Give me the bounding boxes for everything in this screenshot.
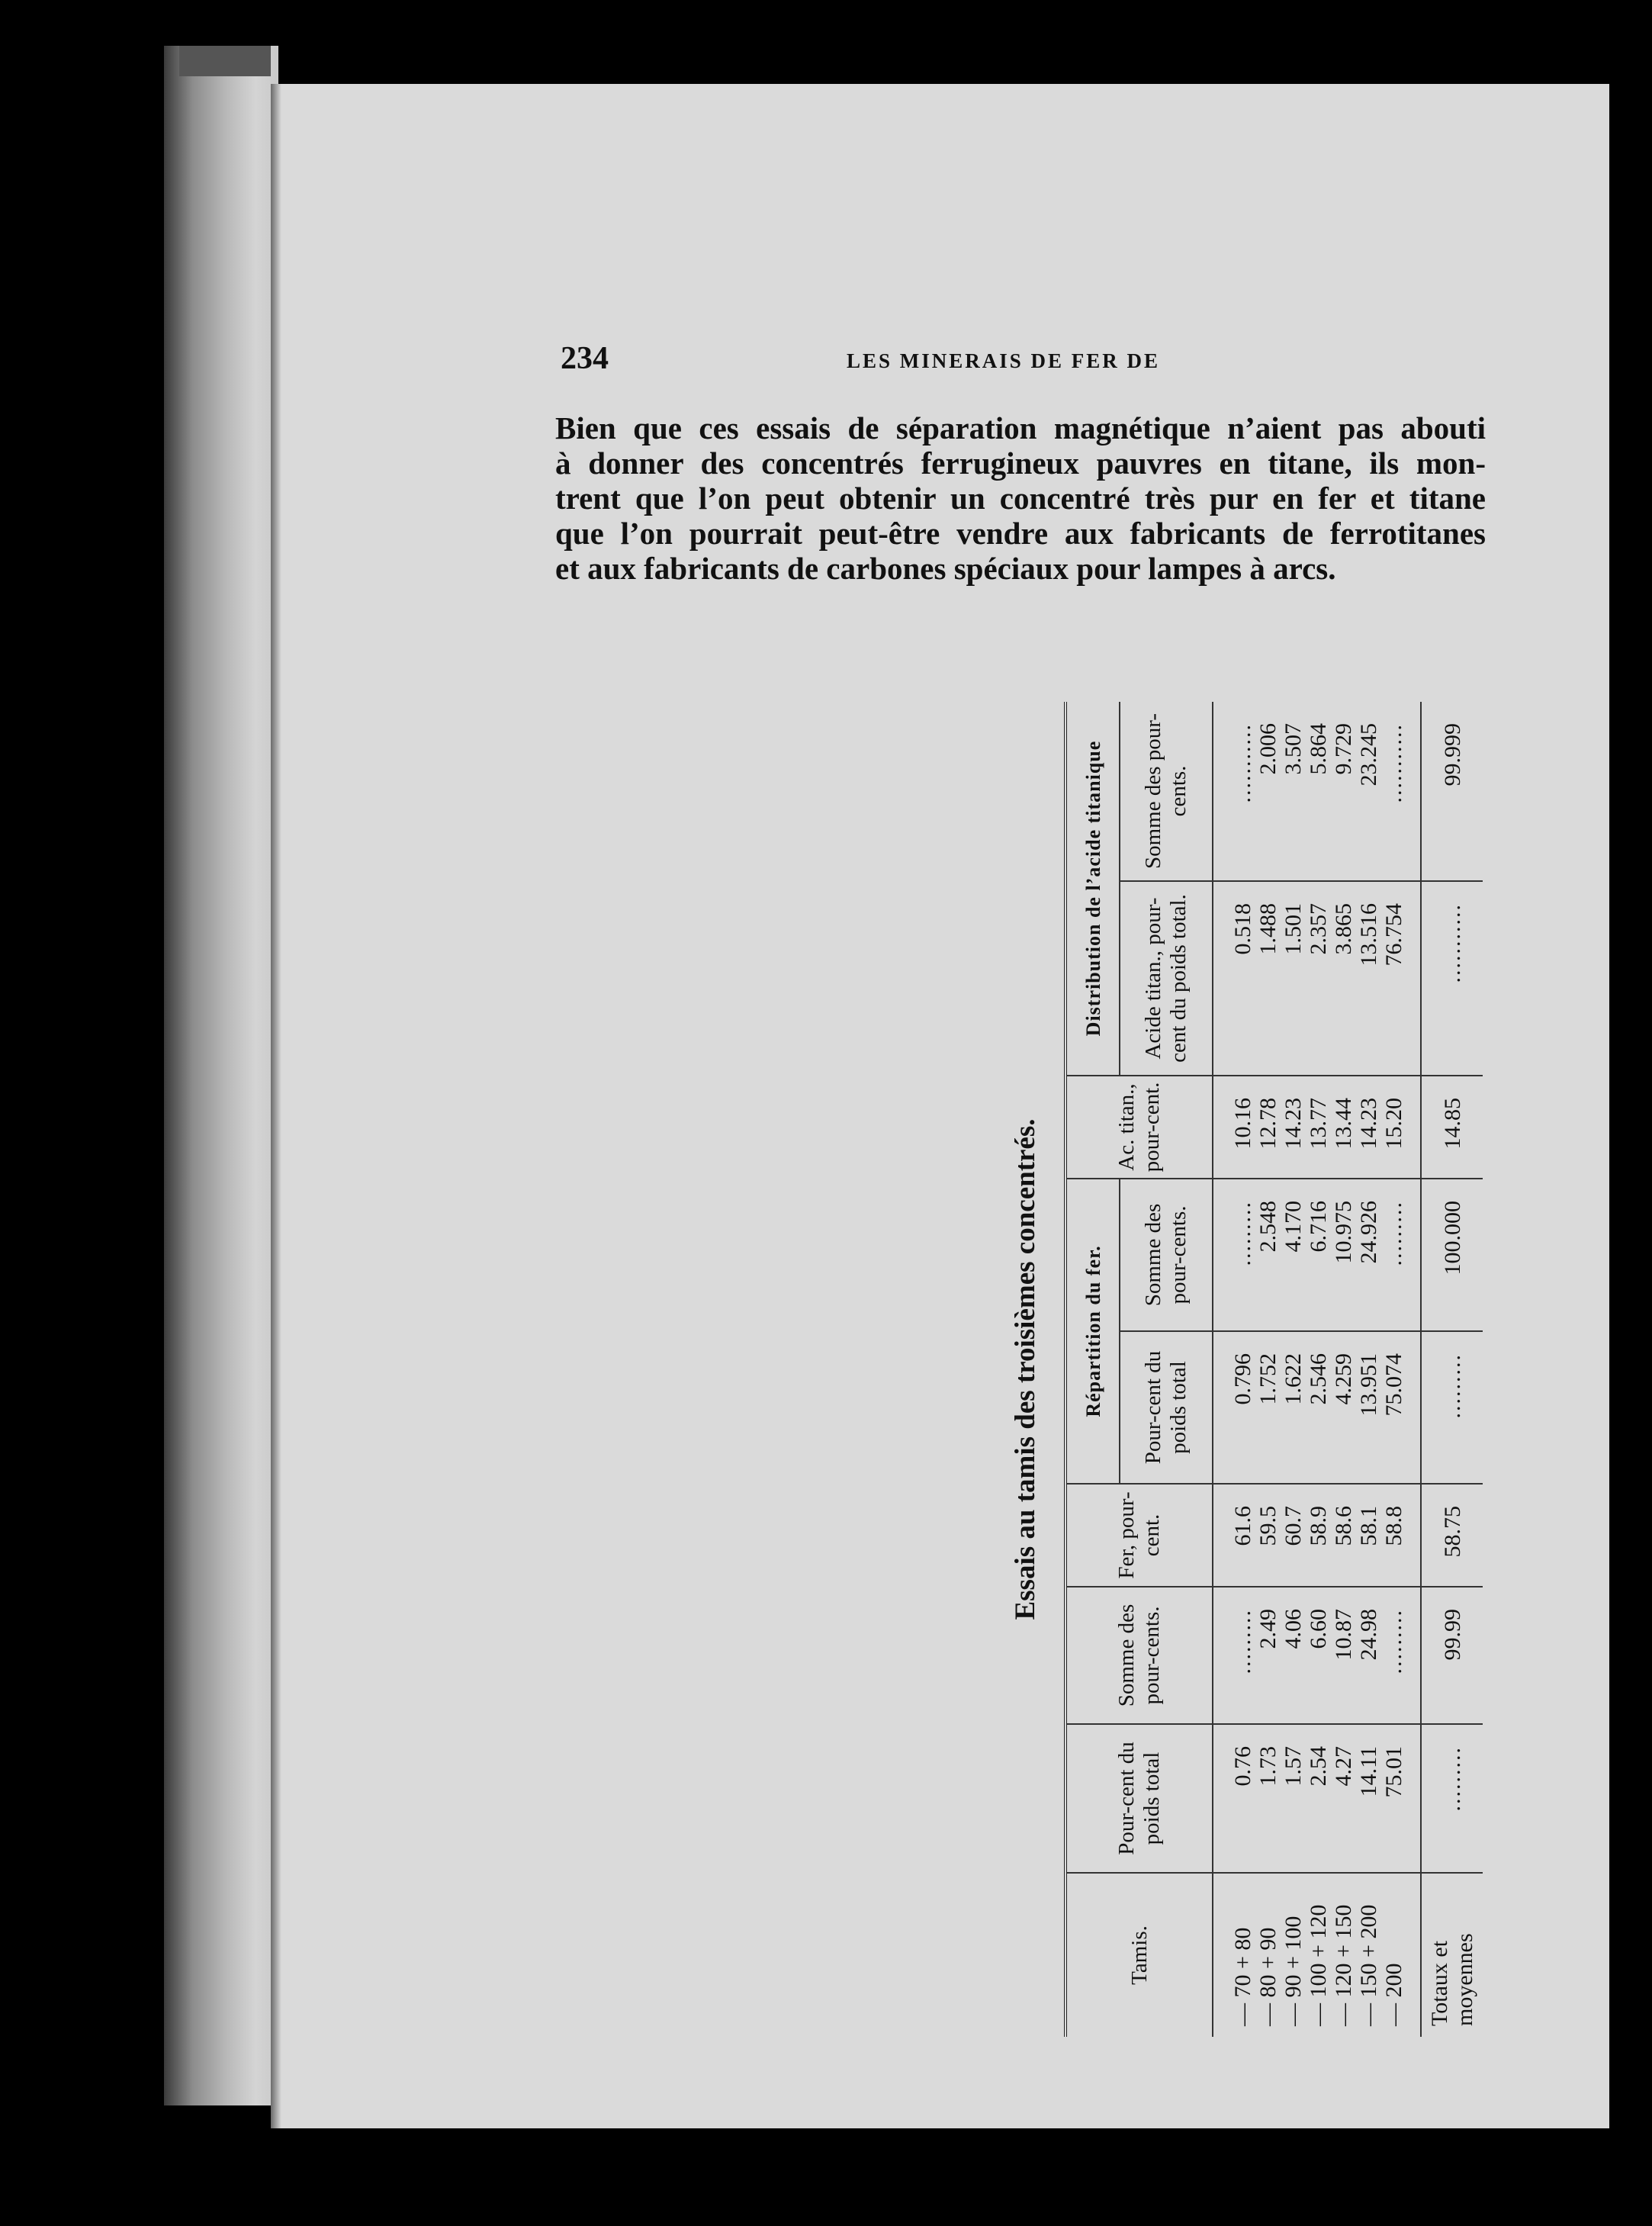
cell-dist-somme: 23.245 [1356,723,1381,786]
cell-dist-somme: ........... [1230,723,1255,803]
book-edge-corner [179,46,271,76]
cell-dist-pct: 2.357 [1306,881,1331,1076]
cell-fer: 59.5 [1255,1484,1281,1587]
cell-ac: 13.77 [1306,1076,1331,1179]
cell-tamis: — 70 + 80 [1213,1873,1255,2037]
cell-fer: 58.1 [1356,1484,1381,1587]
cell-rep-somme: ......... [1213,1179,1255,1331]
totals-pct: ......... [1421,1724,1483,1873]
cell-dist-somme: 9.729 [1331,723,1356,775]
cell-ac: 13.44 [1331,1076,1356,1179]
cell-dist-somme: 2.006 [1255,723,1281,775]
header-tamis: Tamis. [1065,1873,1213,2037]
cell-ac: 14.23 [1281,1076,1306,1179]
totals-dist-somme: 99.999 [1421,702,1483,881]
cell-ac: 15.20 [1381,1076,1421,1179]
header-dist-acide: Acide titan., pour-cent du poids total. [1120,881,1213,1076]
cell-dist-pct: 0.518 [1213,881,1255,1076]
cell-tamis: — 80 + 90 [1255,1873,1281,2037]
cell-rep-somme: ......... [1381,1179,1421,1331]
cell-dist-pct: 3.865 [1331,881,1356,1076]
cell-tamis: — 90 + 100 [1281,1873,1306,2037]
cell-rep-somme: 4.170 [1281,1179,1306,1331]
cell-ac: 12.78 [1255,1076,1281,1179]
totals-rep-somme: 100.000 [1421,1179,1483,1331]
totals-somme: 99.99 [1421,1587,1483,1724]
header-fer-pourcent: Fer, pour-cent. [1065,1484,1213,1587]
cell-ac: 14.23 [1356,1076,1381,1179]
cell-rep-pct: 75.074 [1381,1331,1421,1484]
cell-fer: 60.7 [1281,1484,1306,1587]
cell-pct: 2.54 [1306,1724,1331,1873]
table-row [1306,702,1331,2037]
table-row [1255,702,1281,2037]
cell-pct: 1.57 [1281,1724,1306,1873]
cell-dist-pct: 76.754 [1381,881,1421,1076]
cell-dist-pct: 1.501 [1281,881,1306,1076]
cell-pct: 4.27 [1331,1724,1356,1873]
cell-fer: 58.6 [1331,1484,1356,1587]
cell-pct: 75.01 [1381,1724,1421,1873]
header-rep-pourcent: Pour-cent du poids total [1120,1331,1213,1484]
cell-pct: 0.76 [1213,1724,1255,1873]
cell-rep-pct: 1.752 [1255,1331,1281,1484]
header-pourcent-poids: Pour-cent du poids total [1065,1724,1213,1873]
paragraph-line: à donner des concentrés ferrugineux pauvres en titane, ils mon- [555,446,1486,481]
paragraph-line: que l’on pourrait peut-être vendre aux fabricants de ferrotitanes [555,516,1486,551]
cell-rep-pct: 2.546 [1306,1331,1331,1484]
cell-dist-somme: 3.507 [1281,723,1306,775]
page-number: 234 [561,341,609,376]
totals-dist-pct: ........... [1421,881,1483,1076]
header-dist-somme: Somme des pour-cents. [1120,702,1213,881]
cell-rep-pct: 4.259 [1331,1331,1356,1484]
cell-rep-somme: 10.975 [1331,1179,1356,1331]
book-edge [164,46,278,2105]
page-gutter-shadow [271,84,281,2128]
cell-ac: 10.16 [1213,1076,1255,1179]
totals-ac: 14.85 [1421,1076,1483,1179]
header-somme-pourcents: Somme des pour-cents. [1065,1587,1213,1724]
sieve-test-table [1064,702,1483,2037]
rotated-table-block [1009,702,1634,2037]
cell-dist-pct: 1.488 [1255,881,1281,1076]
table-title: Essais au tamis des troisièmes concentrés. [1010,1118,1041,1620]
table-row [1281,702,1306,2037]
totals-label: Totaux et moyennes [1421,1873,1483,2037]
cell-rep-pct: 0.796 [1213,1331,1255,1484]
cell-tamis: — 100 + 120 [1306,1873,1331,2037]
paragraph-line: Bien que ces essais de séparation magnétique n’aient pas abouti [555,410,1486,446]
cell-fer: 61.6 [1213,1484,1255,1587]
cell-dist-pct: 13.516 [1356,881,1381,1076]
cell-pct: 1.73 [1255,1724,1281,1873]
cell-fer: 58.9 [1306,1484,1331,1587]
cell-somme: 6.60 [1306,1587,1331,1724]
running-head: LES MINERAIS DE FER DE [847,349,1161,372]
table-row [1356,702,1381,2037]
cell-rep-pct: 1.622 [1281,1331,1306,1484]
cell-tamis: — 120 + 150 [1331,1873,1356,2037]
table-row [1213,702,1255,2037]
header-ac-titan: Ac. titan., pour-cent. [1065,1076,1213,1179]
cell-somme: ......... [1381,1587,1421,1724]
cell-fer: 58.8 [1381,1484,1421,1587]
body-paragraph [555,410,1486,586]
cell-dist-somme: ........... [1381,723,1406,803]
cell-tamis: — 150 + 200 [1356,1873,1381,2037]
table-row [1331,702,1356,2037]
paragraph-line: trent que l’on peut obtenir un concentré très pur en fer et titane [555,481,1486,516]
cell-tamis: — 200 [1381,1873,1421,2037]
cell-somme: 4.06 [1281,1587,1306,1724]
totals-row [1421,702,1483,2037]
cell-rep-somme: 6.716 [1306,1179,1331,1331]
totals-fer: 58.75 [1421,1484,1483,1587]
header-distribution: Distribution de l’acide titanique [1082,740,1104,1037]
cell-somme: ......... [1213,1587,1255,1724]
cell-rep-somme: 2.548 [1255,1179,1281,1331]
header-repartition-fer: Répartition du fer. [1065,1179,1120,1484]
cell-rep-somme: 24.926 [1356,1179,1381,1331]
totals-rep-pct: ......... [1421,1331,1483,1484]
cell-somme: 10.87 [1331,1587,1356,1724]
cell-pct: 14.11 [1356,1724,1381,1873]
cell-somme: 2.49 [1255,1587,1281,1724]
cell-rep-pct: 13.951 [1356,1331,1381,1484]
header-rep-somme: Somme des pour-cents. [1120,1179,1213,1331]
table-row [1381,702,1421,2037]
cell-dist-somme: 5.864 [1306,723,1331,775]
cell-somme: 24.98 [1356,1587,1381,1724]
paragraph-line: et aux fabricants de carbones spéciaux pour lampes à arcs. [555,551,1336,586]
